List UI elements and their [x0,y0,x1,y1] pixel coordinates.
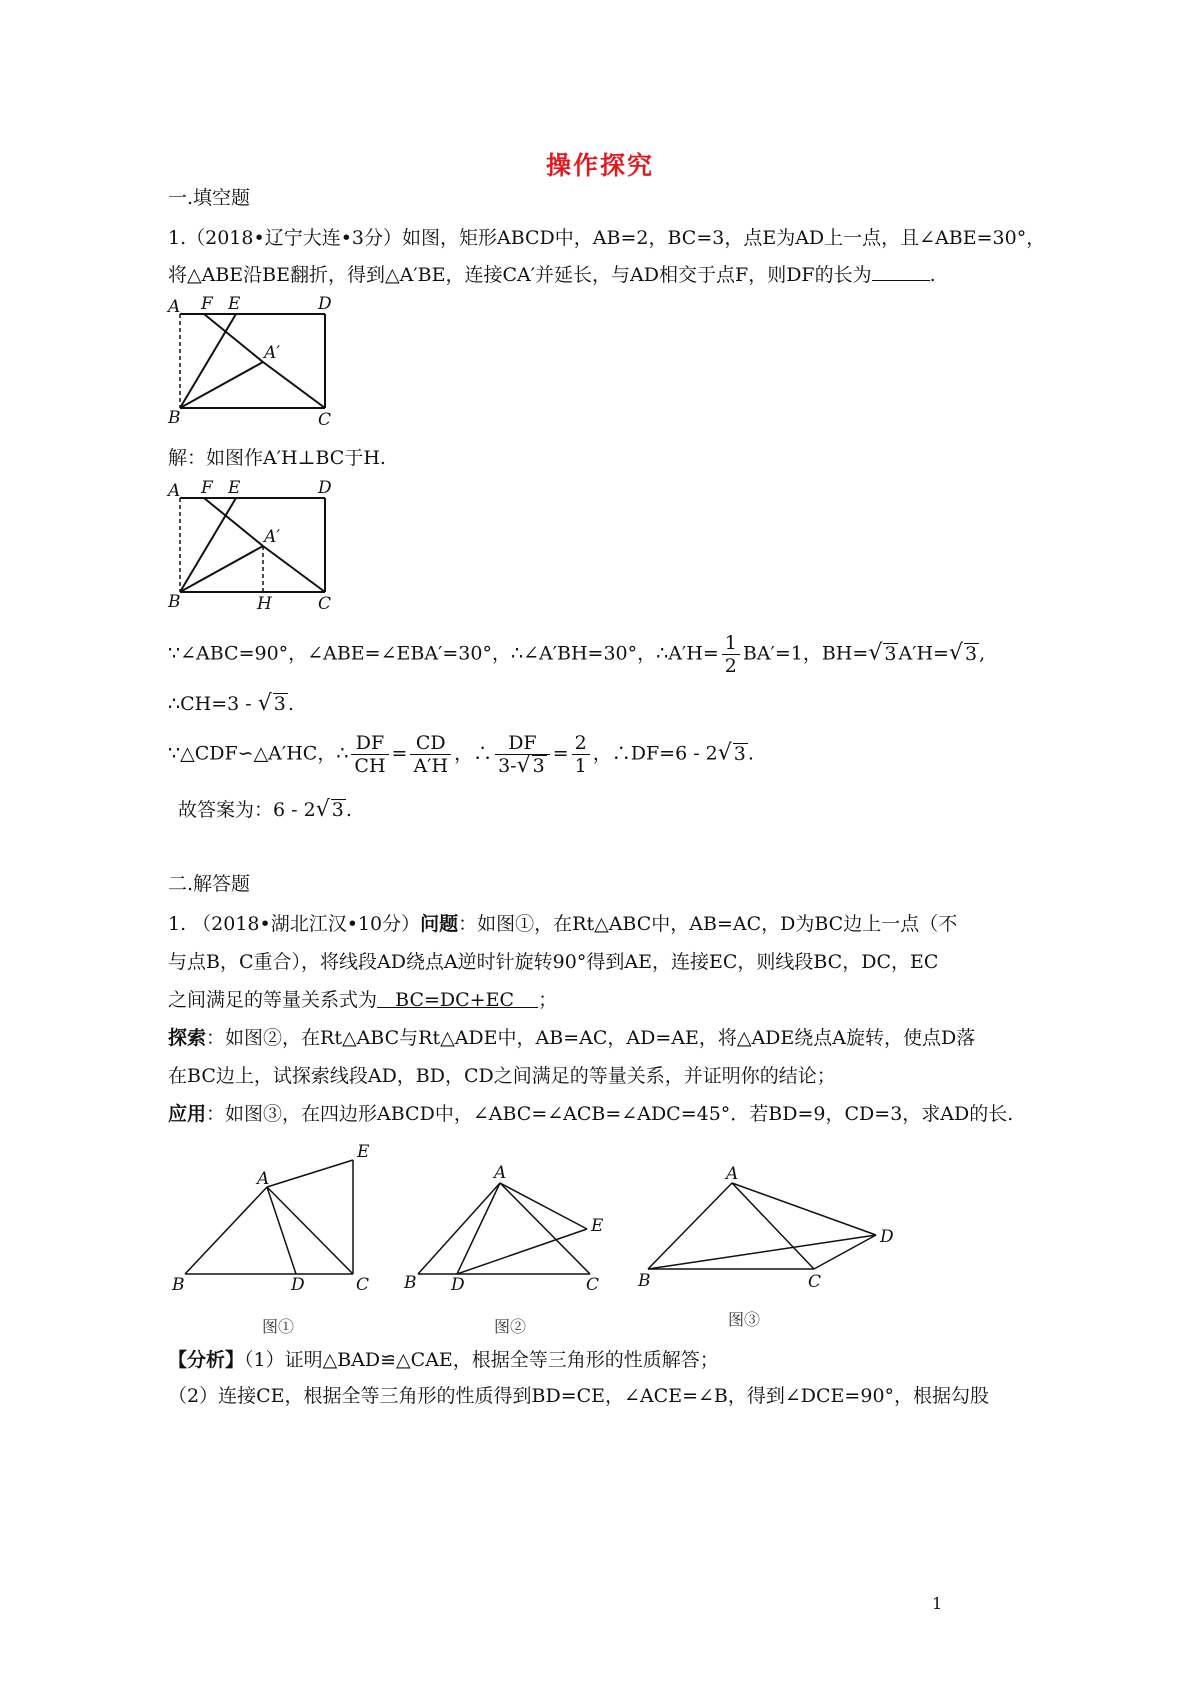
fraction-df-3-sqrt3 [495,732,550,777]
figures-row [160,1130,940,1345]
fig2-label-E: E [591,1216,604,1236]
question-text: 之间满足的等量关系式为 [168,989,378,1011]
fraction-denominator: 1 [574,755,587,777]
fig1-label-D: D [291,1275,305,1295]
fig3-label-D: D [880,1227,894,1247]
question-2-line-3 [168,988,557,1012]
sqrt-value: 3 [884,642,897,665]
figure-2-lines [418,1183,590,1274]
underlined-answer: BC=DC+EC [377,989,539,1011]
analysis-line-2: （2）连接CE，根据全等三角形的性质得到BD=CE，∠ACE=∠B，得到∠DCE=90°，根据勾股 [168,1385,990,1407]
question-2-line-6 [168,1102,1013,1126]
figure-3-lines [648,1183,876,1269]
label-D: D [318,478,332,498]
solution-text: . [287,693,294,715]
fraction-numerator: DF [351,732,388,755]
caption-figure-1: 图① [262,1317,295,1336]
solution-text: , [979,642,986,665]
question-2-line-5: 在BC边上，试探索线段AD，BD，CD之间满足的等量关系，并证明你的结论； [168,1065,836,1087]
solution-line-1 [168,632,985,677]
label-E: E [228,294,241,314]
fig3-label-C: C [808,1272,822,1292]
question-text: ：如图②，在Rt△ABC与Rt△ADE中，AB=AC，AD=AE，将△ADE绕点A旋转，使点D落 [206,1027,976,1049]
solution-text: . [747,742,754,765]
analysis-label: 【分析】 [168,1349,245,1371]
label-A-prime: A′ [264,527,281,547]
analysis-line-1 [168,1348,719,1372]
fraction-df-ch [351,732,388,777]
sqrt-value: 3 [331,799,344,821]
fraction-numerator: 1 [722,632,740,655]
final-answer [178,798,352,822]
figure-rectangle-fold [160,292,350,432]
solution-text: ，∴DF=6 - 2 [592,742,718,765]
question-keyword: 探索 [168,1027,207,1049]
radical-sign: √ [948,640,963,666]
equals-sign: = [391,742,408,765]
label-B: B [168,408,181,428]
answer-blank [872,262,930,281]
solution-line-3 [168,732,754,777]
fraction-numerator: CD [410,732,451,755]
page-number: 1 [932,1594,943,1613]
figure-rectangle-fold-with-h [160,476,350,616]
solution-text: ∵△CDF∽△A′HC，∴ [168,742,349,765]
sqrt-value: 3 [273,693,286,715]
fraction-denominator: CH [354,755,386,777]
fraction-two-one [572,732,590,777]
fraction-denominator: 2 [724,655,737,677]
fig3-label-A: A [726,1164,739,1184]
label-C: C [318,410,332,430]
solution-text: ∴CH=3 - [168,693,258,715]
radical-sign: √ [315,797,330,822]
question-2-line-1 [168,912,957,936]
question-2-line-4 [168,1026,975,1050]
fig1-label-B: B [172,1275,185,1295]
equals-sign: = [552,742,569,765]
sqrt-value: 3 [733,742,746,765]
page-title: 操作探究 [545,151,654,180]
caption-figure-2: 图② [494,1317,527,1336]
label-A: A [168,297,181,317]
solution-text: ∵∠ABC=90°，∠ABE=∠EBA′=30°，∴∠A′BH=30°，∴A′H= [168,642,719,665]
label-C: C [318,594,332,614]
fraction-cd-ah [410,732,451,777]
solution-line-2 [168,692,294,716]
section-heading-answer: 二.解答题 [168,873,251,895]
radical-sign: √ [717,740,732,766]
fig3-label-B: B [638,1271,651,1291]
fig2-label-D: D [451,1275,465,1295]
label-F: F [201,478,213,498]
fig2-label-C: C [586,1275,600,1295]
label-A: A [168,481,181,501]
solution-text: A′H= [898,642,949,665]
fraction-one-half [722,632,740,677]
fraction-denominator [495,755,550,777]
answer-text: 故答案为：6 - 2 [178,799,316,821]
fig1-label-A: A [257,1169,270,1189]
label-E: E [228,478,241,498]
question-1-line-1: 1.（2018•辽宁大连•3分）如图，矩形ABCD中，AB=2，BC=3，点E为AD上一点，且∠ABE=30°， [168,227,1046,249]
denominator-text: 3- [498,755,517,777]
label-D: D [318,294,332,314]
fig1-label-C: C [356,1275,370,1295]
question-1-end: . [929,264,936,286]
fig1-label-E: E [357,1142,370,1162]
radical-sign: √ [516,753,531,778]
fraction-numerator: 2 [572,732,590,755]
radical-sign: √ [868,640,883,666]
solution-text: ，∴ [454,742,493,765]
question-keyword: 问题 [420,913,459,935]
question-text: ； [538,989,558,1011]
label-F: F [201,294,213,314]
question-1-text: 将△ABE沿BE翻折，得到△A′BE，连接CA′并延长，与AD相交于点F，则DF的长为 [168,264,872,286]
question-text: 1. （2018•湖北江汉•10分） [168,913,421,935]
radical-sign: √ [257,691,272,716]
label-A-prime: A′ [264,343,281,363]
question-keyword: 应用 [168,1103,207,1125]
analysis-text: （1）证明△BAD≌△CAE，根据全等三角形的性质解答； [244,1349,719,1371]
caption-figure-3: 图③ [728,1310,761,1329]
solution-intro: 解：如图作A′H⊥BC于H. [168,447,386,469]
question-text: ：如图③，在四边形ABCD中，∠ABC=∠ACB=∠ADC=45°．若BD=9，CD=3，求AD的长. [206,1103,1014,1125]
question-text: ：如图①，在Rt△ABC中，AB=AC，D为BC边上一点（不 [458,913,958,935]
label-H: H [257,594,272,614]
question-2-line-2: 与点B，C重合），将线段AD绕点A逆时针旋转90°得到AE，连接EC，则线段BC，DC，EC [168,951,939,973]
fig2-label-A: A [494,1163,507,1183]
fig2-label-B: B [404,1273,417,1293]
question-1-line-2 [168,262,936,287]
section-heading-fill-blank: 一.填空题 [168,187,251,209]
fraction-denominator: A′H [413,755,449,777]
answer-text: . [345,799,352,821]
label-B: B [168,592,181,612]
solution-text: BA′=1，BH= [742,642,869,665]
sqrt-value: 3 [965,642,978,665]
fraction-numerator: DF [495,732,550,755]
sqrt-value: 3 [532,755,545,777]
